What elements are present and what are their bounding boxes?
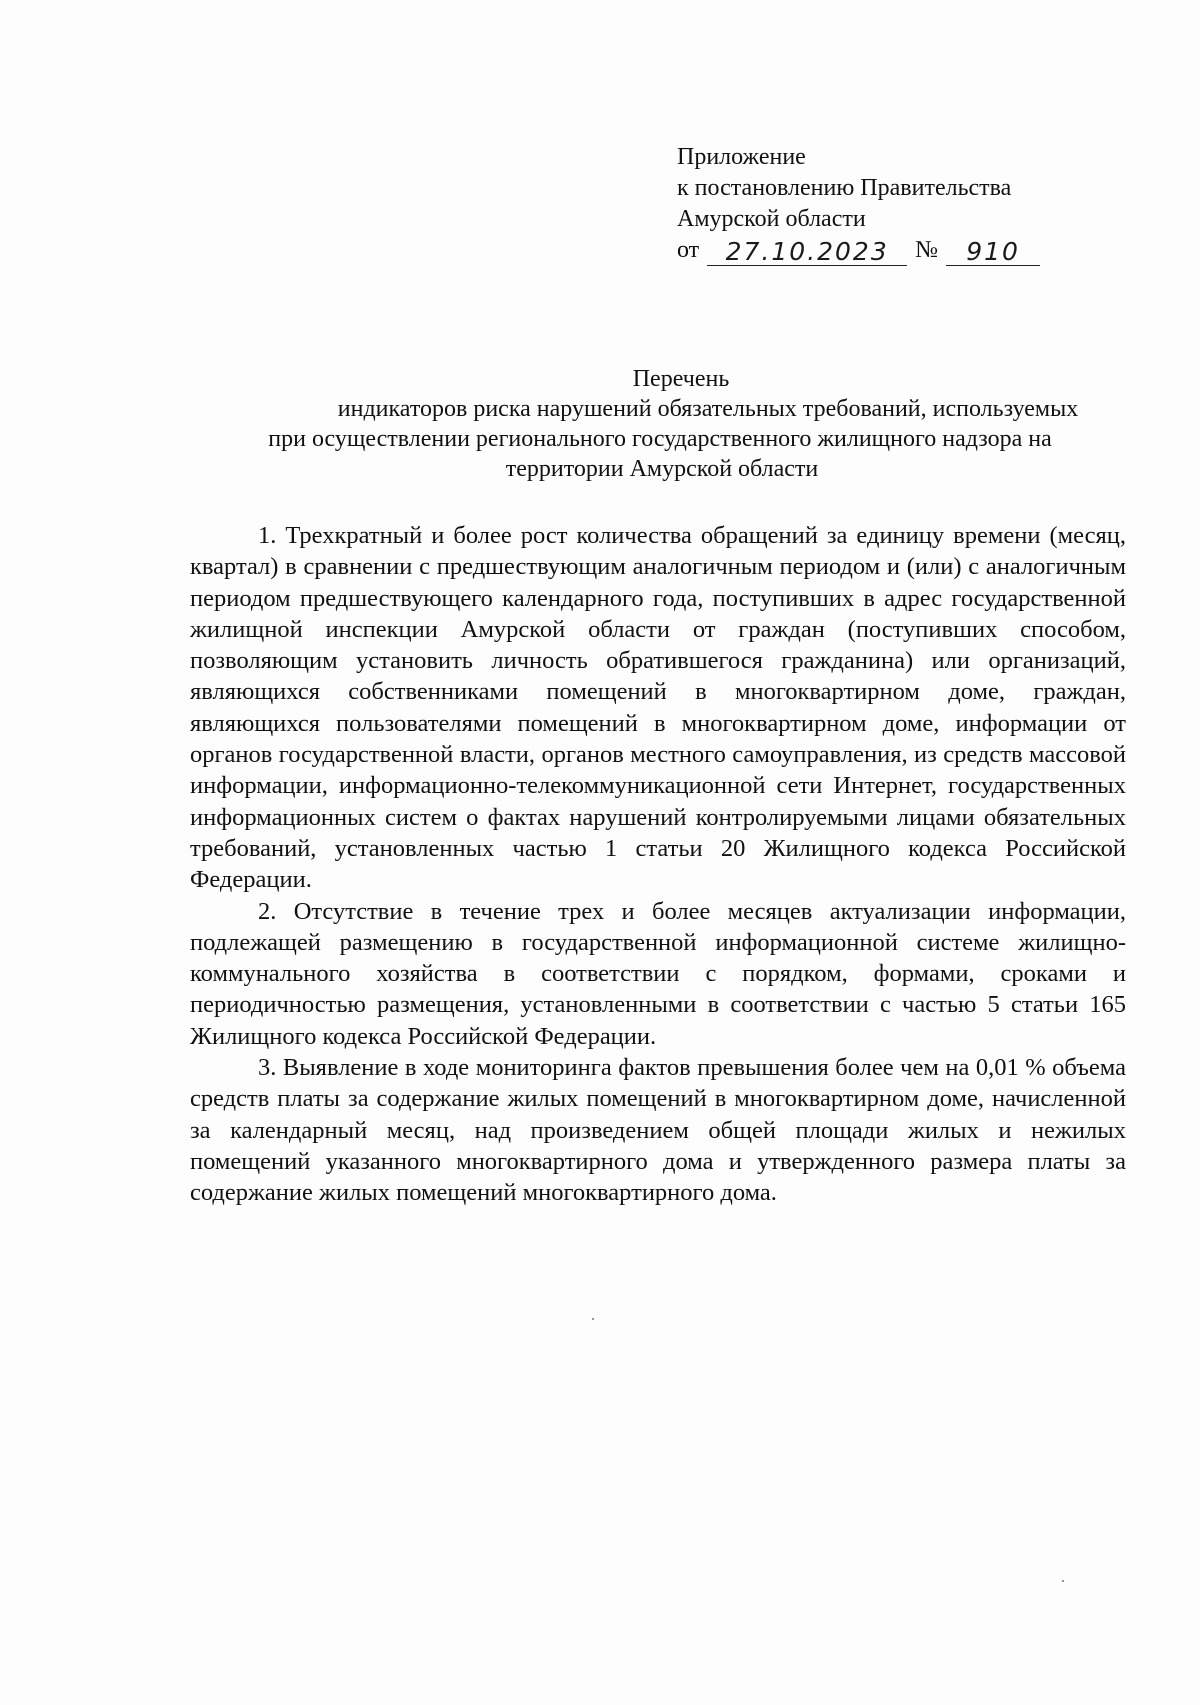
handwritten-number: 910 xyxy=(946,239,1040,266)
appendix-date-number-line xyxy=(677,235,1117,266)
appendix-region: Амурской области xyxy=(677,206,866,232)
appendix-resolution-ref: к постановлению Правительства xyxy=(677,175,1012,201)
title-line-4: территории Амурской области xyxy=(505,456,819,482)
date-prefix: от xyxy=(677,237,700,263)
title-line-3: при осуществлении регионального государственного жилищного надзора на xyxy=(268,426,1052,452)
appendix-header xyxy=(677,142,1117,266)
scan-speck xyxy=(1062,1580,1064,1582)
document-title xyxy=(190,364,1120,484)
appendix-title: Приложение xyxy=(677,144,806,170)
handwritten-date: 27.10.2023 xyxy=(707,239,907,266)
number-sign: № xyxy=(915,237,939,263)
indicator-item-1: 1. Трехкратный и более рост количества обращений за единицу времени (месяц, квартал) в сравнении с предшествующим аналогичным периодом и (или) с аналогичным периодом предшествующего календарного года, поступивших в адрес государственной жилищной инспекции Амурской области от граждан (поступивших способом, позволяющим установить личность обратившегося гражданина) или организаций, являющихся собственниками помещений в многоквартирном доме, граждан, являющихся пользователями помещений в многоквартирном доме, информации от органов государственной власти, органов местного самоуправления, из средств массовой информации, информационно-телекоммуникационной сети Интернет, государственных информационных систем о фактах нарушений контролируемыми лицами обязательных требований, установленных частью 1 статьи 20 Жилищного кодекса Российской Федерации. xyxy=(190,522,1126,894)
indicator-list xyxy=(190,520,1126,1209)
scan-speck xyxy=(592,1318,594,1320)
indicator-item-2: 2. Отсутствие в течение трех и более месяцев актуализации информации, подлежащей размещению в государственной информационной системе жилищно-коммунального хозяйства в соответствии с порядком, формами, сроками и периодичностью размещения, установленными в соответствии с частью 5 статьи 165 Жилищного кодекса Российской Федерации. xyxy=(190,897,1126,1050)
indicator-item-3: 3. Выявление в ходе мониторинга фактов превышения более чем на 0,01 % объема средств платы за содержание жилых помещений в многоквартирном доме, начисленной за календарный месяц, над произведением общей площади жилых и нежилых помещений указанного многоквартирного дома и утвержденного размера платы за содержание жилых помещений многоквартирного дома. xyxy=(190,1054,1126,1207)
title-line-2: индикаторов риска нарушений обязательных требований, используемых xyxy=(337,396,1079,422)
title-line-1: Перечень xyxy=(632,366,730,392)
